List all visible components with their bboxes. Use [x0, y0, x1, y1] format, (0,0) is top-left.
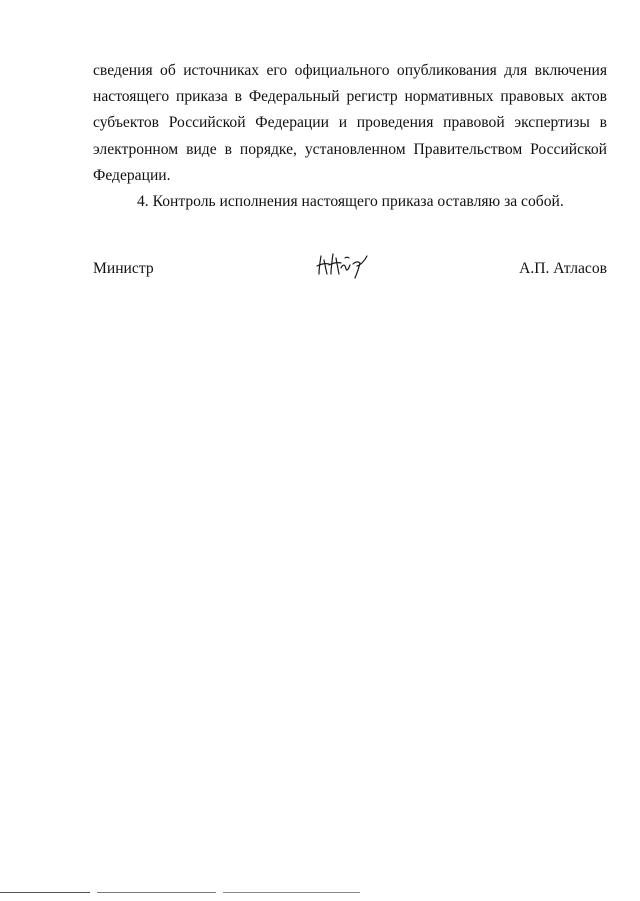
paragraph-item-4: 4. Контроль исполнения настоящего приказа оставляю за собой.: [137, 193, 564, 211]
signatory-name: А.П. Атласов: [519, 260, 607, 277]
scan-edge-line: [0, 892, 360, 893]
handwritten-signature: [315, 248, 375, 282]
paragraph-continued: сведения об источниках его официального опубликования для включения настоящего приказа в Федеральный регистр нормативных правовых актов субъектов Российской Федерации и проведения правовой экспертизы в электронном виде в порядке, установленном Правительством Российской Федерации.: [93, 62, 607, 184]
signatory-title: Министр: [93, 260, 154, 277]
signature-block: [93, 258, 607, 288]
document-body: [93, 58, 607, 215]
